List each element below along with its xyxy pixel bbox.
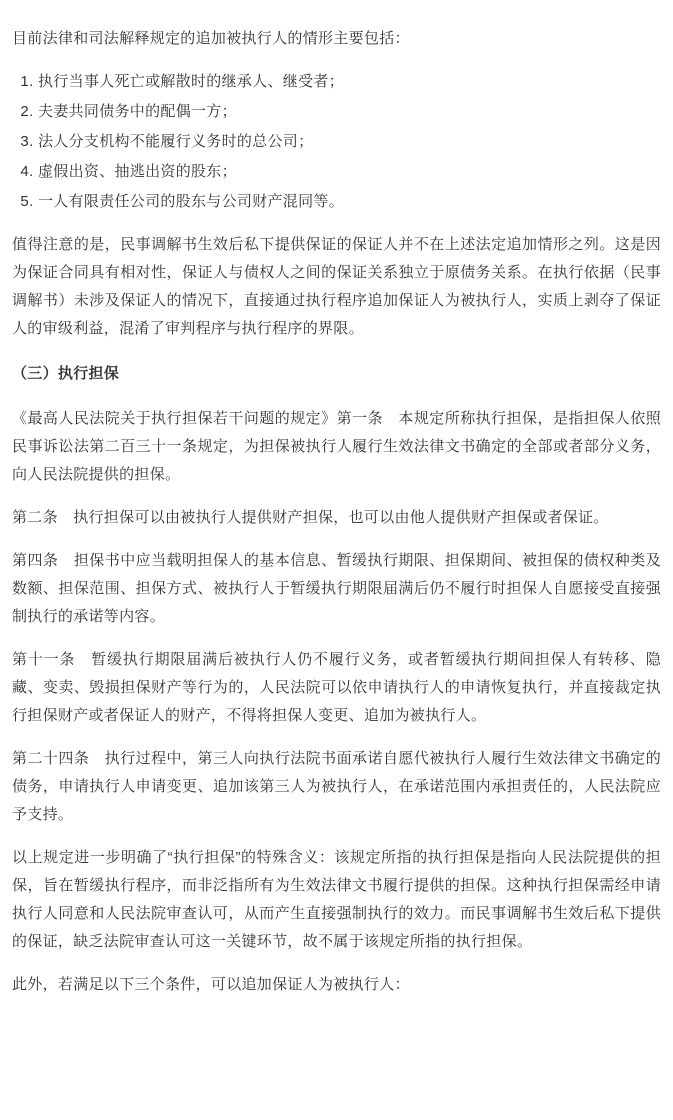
regulation-article-2: 第二条 执行担保可以由被执行人提供财产担保，也可以由他人提供财产担保或者保证。 xyxy=(12,509,609,526)
conclusion-paragraph: 此外，若满足以下三个条件，可以追加保证人为被执行人： xyxy=(12,976,410,993)
regulation-article-11: 第十一条 暂缓执行期限届满后被执行人仍不履行义务，或者暂缓执行期间担保人有转移、隐藏、变卖、毁损担保财产等行为的，人民法院可以依申请执行人的申请恢复执行，并直接裁定执行担保财产或者保证人的财产，不得将担保人变更、追加为被执行人。 xyxy=(12,651,661,724)
regulation-article-24: 第二十四条 执行过程中，第三人向执行法院书面承诺自愿代被执行人履行生效法律文书确定的债务，申请执行人申请变更、追加该第三人为被执行人，在承诺范围内承担责任的，人民法院应予支持。 xyxy=(12,750,661,823)
list-item-head-company: 3. 法人分支机构不能履行义务时的总公司； xyxy=(38,128,661,156)
intro-paragraph: 目前法律和司法解释规定的追加被执行人的情形主要包括： xyxy=(12,30,410,47)
analysis-paragraph: 以上规定进一步明确了“执行担保”的特殊含义：该规定所指的执行担保是指向人民法院提供的担保，旨在暂缓执行程序，而非泛指所有为生效法律文书履行提供的担保。这种执行担保需经申请执行人同意和人民法院审查认可，从而产生直接强制执行的效力。而民事调解书生效后私下提供的保证，缺乏法院审查认可这一关键环节，故不属于该规定所指的执行担保。 xyxy=(12,849,661,950)
added-persons-list xyxy=(12,68,661,216)
list-item-shareholder-false-capital: 4. 虚假出资、抽逃出资的股东； xyxy=(38,158,661,186)
list-item-spouse: 2. 夫妻共同债务中的配偶一方； xyxy=(38,98,661,126)
regulation-article-1: 《最高人民法院关于执行担保若干问题的规定》第一条 本规定所称执行担保，是指担保人依照民事诉讼法第二百三十一条规定，为担保被执行人履行生效法律文书确定的全部或者部分义务，向人民法院提供的担保。 xyxy=(12,410,661,483)
regulation-article-4: 第四条 担保书中应当载明担保人的基本信息、暂缓执行期限、担保期间、被担保的债权种类及数额、担保范围、担保方式、被执行人于暂缓执行期限届满后仍不履行时担保人自愿接受直接强制执行的承诺等内容。 xyxy=(12,552,661,625)
section-heading-execution-guarantee: （三）执行担保 xyxy=(12,365,120,382)
list-item-heir: 1. 执行当事人死亡或解散时的继承人、继受者； xyxy=(38,68,661,96)
list-item-one-person-company: 5. 一人有限责任公司的股东与公司财产混同等。 xyxy=(38,188,661,216)
note-paragraph: 值得注意的是，民事调解书生效后私下提供保证的保证人并不在上述法定追加情形之列。这是因为保证合同具有相对性，保证人与债权人之间的保证关系独立于原债务关系。在执行依据（民事调解书）未涉及保证人的情况下，直接通过执行程序追加保证人为被执行人，实质上剥夺了保证人的审级利益，混淆了审判程序与执行程序的界限。 xyxy=(12,236,661,337)
